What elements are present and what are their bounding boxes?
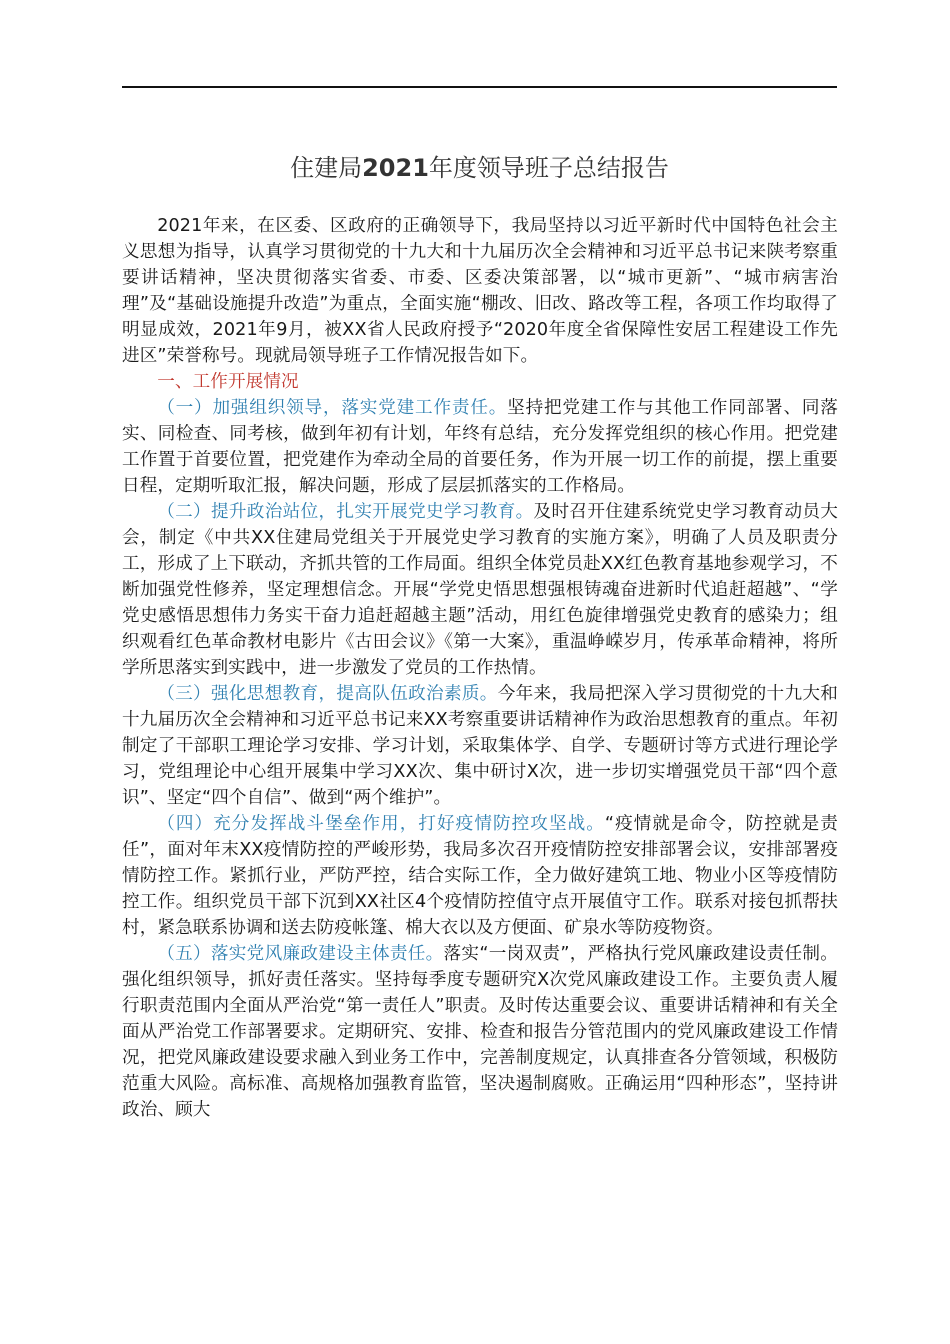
item-paragraph xyxy=(122,681,838,811)
item-text: “疫情就是命令，防控就是责任”，面对年末XX疫情防控的严峻形势，我局多次召开疫情防控安排部署会议，安排部署疫情防控工作。紧抓行业，严防严控，结合实际工作，全力做好建筑工地、物业小区等疫情防控工作。组织党员干部下沉到XX社区4个疫情防控值守点开展值守工作。联系对接包抓帮扶村，紧急联系协调和送去防疫帐篷、棉大衣以及方便面、矿泉水等防疫物资。 xyxy=(122,814,838,938)
section-heading: 一、工作开展情况 xyxy=(157,372,299,392)
item-paragraph xyxy=(122,811,838,941)
title-part1: 住建局 xyxy=(290,154,363,182)
item-text: 今年来，我局把深入学习贯彻党的十九大和十九届历次全会精神和习近平总书记来XX考察重要讲话精神作为政治思想教育的重点。年初制定了干部职工理论学习安排、学习计划，采取集体学、自学、专题研讨等方式进行理论学习，党组理论中心组开展集中学习XX次、集中研讨X次，进一步切实增强党员干部“四个意识”、坚定“四个自信”、做到“两个维护”。 xyxy=(122,684,838,808)
item-paragraph xyxy=(122,395,838,499)
item-paragraph xyxy=(122,499,838,681)
item-text: 坚持把党建工作与其他工作同部署、同落实、同检查、同考核，做到年初有计划，年终有总结，充分发挥党组织的核心作用。把党建工作置于首要位置，把党建作为牵动全局的首要任务，作为开展一切工作的前提，摆上重要日程，定期听取汇报，解决问题，形成了层层抓落实的工作格局。 xyxy=(122,398,838,496)
document-body xyxy=(122,213,838,1123)
title-part2: 年度领导班子总结报告 xyxy=(428,154,669,182)
item-lead: （二）提升政治站位，扎实开展党史学习教育。 xyxy=(157,502,534,522)
document-title xyxy=(122,150,837,186)
intro-paragraph: 2021年来，在区委、区政府的正确领导下，我局坚持以习近平新时代中国特色社会主义思想为指导，认真学习贯彻党的十九大和十九届历次全会精神和习近平总书记来陕考察重要讲话精神，坚决贯彻落实省委、市委、区委决策部署，以“城市更新”、“城市病害治理”及“基础设施提升改造”为重点，全面实施“棚改、旧改、路改等工程，各项工作均取得了明显成效，2021年9月，被XX省人民政府授予“2020年度全省保障性安居工程建设工作先进区”荣誉称号。现就局领导班子工作情况报告如下。 xyxy=(122,216,838,366)
header-rule xyxy=(122,86,837,88)
item-lead: （一）加强组织领导，落实党建工作责任。 xyxy=(157,398,508,418)
title-year: 2021 xyxy=(362,154,429,182)
item-lead: （四）充分发挥战斗堡垒作用，打好疫情防控攻坚战。 xyxy=(157,814,605,834)
item-lead: （三）强化思想教育，提高队伍政治素质。 xyxy=(157,684,498,704)
item-text: 落实“一岗双责”，严格执行党风廉政建设责任制。强化组织领导，抓好责任落实。坚持每季度专题研究X次党风廉政建设工作。主要负责人履行职责范围内全面从严治党“第一责任人”职责。及时传达重要会议、重要讲话精神和有关全面从严治党工作部署要求。定期研究、安排、检查和报告分管范围内的党风廉政建设工作情况，把党风廉政建设要求融入到业务工作中，完善制度规定，认真排查各分管领域，积极防范重大风险。高标准、高规格加强教育监管，坚决遏制腐败。正确运用“四种形态”，坚持讲政治、顾大 xyxy=(122,944,838,1120)
item-paragraph xyxy=(122,941,838,1123)
item-lead: （五）落实党风廉政建设主体责任。 xyxy=(157,944,444,964)
item-text: 及时召开住建系统党史学习教育动员大会，制定《中共XX住建局党组关于开展党史学习教育的实施方案》，明确了人员及职责分工，形成了上下联动，齐抓共管的工作局面。组织全体党员赴XX红色教育基地参观学习，不断加强党性修养，坚定理想信念。开展“学党史悟思想强根铸魂奋进新时代追赶超越”、“学党史感悟思想伟力务实干奋力追赶超越主题”活动，用红色旋律增强党史教育的感染力；组织观看红色革命教材电影片《古田会议》《第一大案》，重温峥嵘岁月，传承革命精神，将所学所思落实到实践中，进一步激发了党员的工作热情。 xyxy=(122,502,838,678)
